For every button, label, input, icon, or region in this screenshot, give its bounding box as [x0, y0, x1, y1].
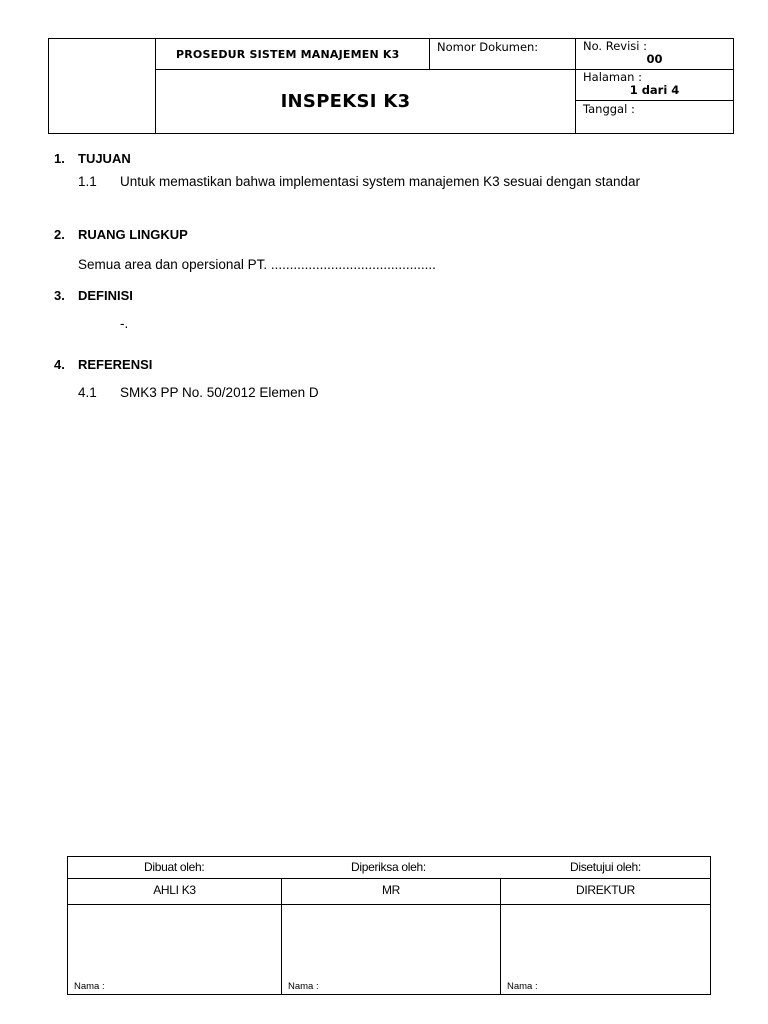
- section-heading-tujuan: 1. TUJUAN: [54, 151, 131, 166]
- procedure-title: PROSEDUR SISTEM MANAJEMEN K3: [156, 39, 430, 70]
- signature-column-approved: [501, 878, 710, 994]
- signature-column-checked: [282, 878, 501, 994]
- checked-by-label: Diperiksa oleh:: [351, 860, 426, 874]
- section-2-text: Semua area dan opersional PT. ............................................: [78, 257, 436, 272]
- page-field: [576, 70, 733, 101]
- signature-table: [67, 856, 711, 995]
- section-1-subnumber: 1.1: [78, 174, 97, 189]
- section-3-text: -.: [120, 316, 129, 331]
- prepared-name-label: Nama :: [74, 981, 105, 992]
- approved-name-label: Nama :: [507, 981, 538, 992]
- revision-value: 00: [646, 52, 663, 66]
- date-label: Tanggal :: [583, 102, 635, 116]
- signature-header-row: [68, 857, 710, 879]
- page-value: 1 dari 4: [629, 83, 680, 97]
- approved-by-label: Disetujui oleh:: [570, 860, 641, 874]
- checked-role: MR: [282, 878, 500, 905]
- section-4-subnumber: 4.1: [78, 385, 97, 400]
- checked-name-label: Nama :: [288, 981, 319, 992]
- logo-cell: [49, 39, 156, 133]
- section-heading-definisi: 3. DEFINISI: [54, 288, 133, 303]
- prepared-role: AHLI K3: [68, 878, 281, 905]
- prepared-by-label: Dibuat oleh:: [144, 860, 205, 874]
- section-1-text: Untuk memastikan bahwa implementasi system manajemen K3 sesuai dengan standar: [120, 174, 641, 189]
- date-field: [576, 101, 733, 133]
- document-number-field: [430, 39, 576, 70]
- signature-column-prepared: [68, 878, 282, 994]
- section-4-text: SMK3 PP No. 50/2012 Elemen D: [120, 385, 319, 400]
- approved-role: DIREKTUR: [501, 878, 710, 905]
- revision-field: [576, 39, 733, 70]
- document-number-label: Nomor Dokumen:: [437, 40, 539, 54]
- document-header-table: [48, 38, 734, 134]
- page-label: Halaman :: [583, 70, 643, 84]
- section-heading-ruang-lingkup: 2. RUANG LINGKUP: [54, 227, 188, 242]
- section-heading-referensi: 4. REFERENSI: [54, 357, 153, 372]
- revision-label: No. Revisi :: [583, 39, 648, 53]
- document-title: INSPEKSI K3: [156, 70, 576, 133]
